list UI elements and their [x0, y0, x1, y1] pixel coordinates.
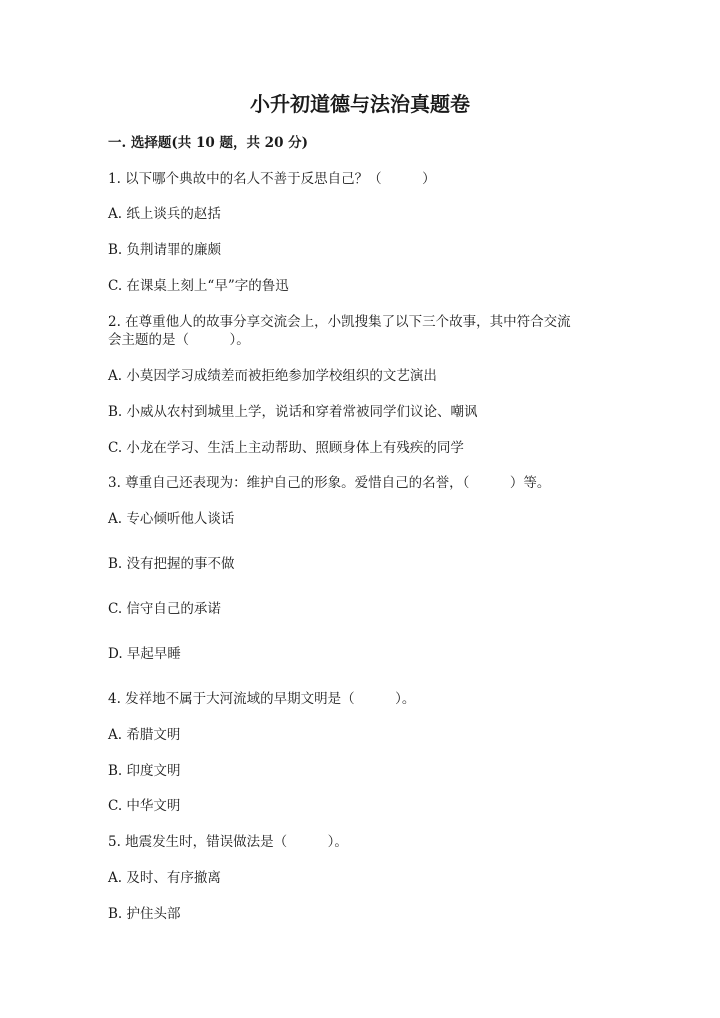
- question-2-option-c: C. 小龙在学习、生活上主动帮助、照顾身体上有残疾的同学: [108, 440, 464, 456]
- question-1-option-b: B. 负荆请罪的廉颇: [108, 242, 222, 258]
- page-title: 小升初道德与法治真题卷: [250, 92, 470, 116]
- question-2-option-b: B. 小威从农村到城里上学，说话和穿着常被同学们议论、嘲讽: [108, 404, 478, 420]
- question-3-stem: 3. 尊重自己还表现为：维护自己的形象。爱惜自己的名誉，（ ）等。: [108, 475, 551, 491]
- question-1-stem: 1. 以下哪个典故中的名人不善于反思自己？（ ）: [108, 171, 436, 187]
- question-3-option-c: C. 信守自己的承诺: [108, 601, 221, 617]
- question-5-stem: 5. 地震发生时，错误做法是（ ）。: [108, 834, 348, 850]
- question-4-stem: 4. 发祥地不属于大河流域的早期文明是（ ）。: [108, 691, 416, 707]
- question-4-option-a: A. 希腊文明: [108, 727, 181, 743]
- question-2-option-a: A. 小莫因学习成绩差而被拒绝参加学校组织的文艺演出: [108, 368, 437, 384]
- question-3-option-d: D. 早起早睡: [108, 646, 181, 662]
- question-3-option-b: B. 没有把握的事不做: [108, 556, 235, 572]
- question-5-option-a: A. 及时、有序撤离: [108, 870, 221, 886]
- question-5-option-b: B. 护住头部: [108, 906, 181, 922]
- question-2-stem: 2. 在尊重他人的故事分享交流会上，小凯搜集了以下三个故事，其中符合交流: [108, 314, 571, 330]
- question-2-stem-continued: 会主题的是（ ）。: [108, 332, 250, 348]
- question-4-option-c: C. 中华文明: [108, 798, 181, 814]
- question-3-option-a: A. 专心倾听他人谈话: [108, 511, 235, 527]
- question-4-option-b: B. 印度文明: [108, 763, 181, 779]
- question-1-option-c: C. 在课桌上刻上“早”字的鲁迅: [108, 278, 289, 294]
- question-1-option-a: A. 纸上谈兵的赵括: [108, 206, 221, 222]
- section-heading: 一. 选择题(共 10 题，共 20 分): [108, 135, 309, 151]
